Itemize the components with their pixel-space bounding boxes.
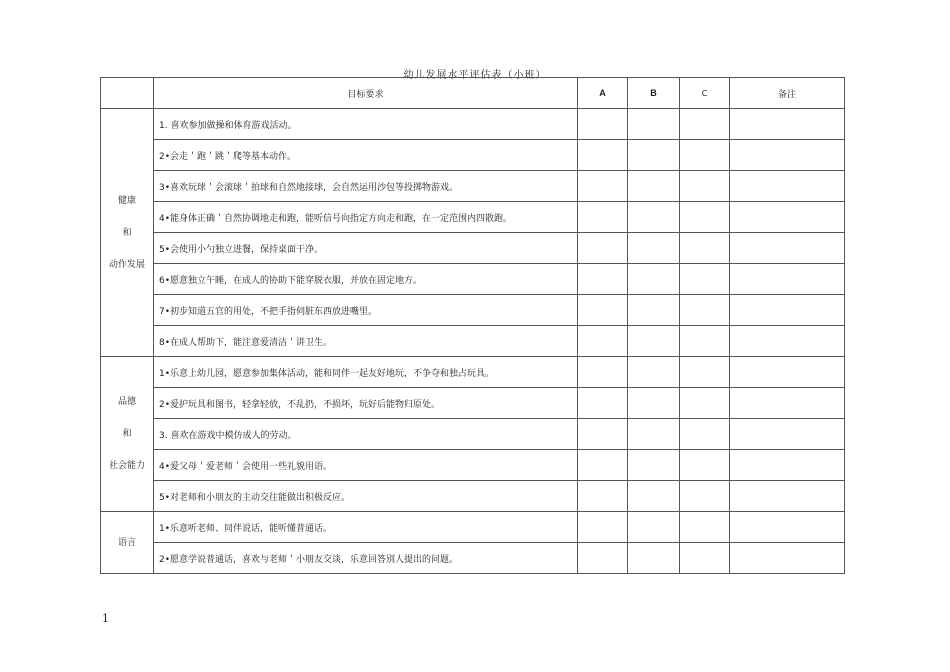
page-number: 1 xyxy=(102,612,109,625)
category-morality xyxy=(101,357,154,512)
score-b-cell[interactable] xyxy=(628,326,680,357)
score-c-cell[interactable] xyxy=(680,481,730,512)
requirement-cell: 5•会使用小勺独立进餐，保持桌面干净。 xyxy=(154,233,578,264)
category-morality-line-3: 社会能力 xyxy=(108,461,145,471)
score-c-cell[interactable] xyxy=(680,419,730,450)
table-row xyxy=(101,326,845,357)
score-c-cell[interactable] xyxy=(680,295,730,326)
header-a: A xyxy=(578,78,628,109)
category-morality-line-1: 品德 xyxy=(117,397,136,407)
score-a-cell[interactable] xyxy=(578,326,628,357)
score-b-cell[interactable] xyxy=(628,481,680,512)
requirement-cell: 8•在成人帮助下，能注意爱清洁＇讲卫生。 xyxy=(154,326,578,357)
table-row xyxy=(101,202,845,233)
table-row xyxy=(101,450,845,481)
document-title: 幼儿发展水平评估表（小班） xyxy=(403,70,547,81)
note-cell[interactable] xyxy=(730,233,845,264)
score-b-cell[interactable] xyxy=(628,357,680,388)
note-cell[interactable] xyxy=(730,264,845,295)
category-health-line-3: 动作发展 xyxy=(108,259,145,270)
score-b-cell[interactable] xyxy=(628,202,680,233)
score-b-cell[interactable] xyxy=(628,388,680,419)
score-c-cell[interactable] xyxy=(680,388,730,419)
header-row xyxy=(101,78,845,109)
score-b-cell[interactable] xyxy=(628,264,680,295)
score-c-cell[interactable] xyxy=(680,140,730,171)
requirement-cell: 2•爱护玩具和图书，轻拿轻放，不乱扔，不损坏，玩好后能物归原处。 xyxy=(154,388,578,419)
note-cell[interactable] xyxy=(730,202,845,233)
score-c-cell[interactable] xyxy=(680,202,730,233)
score-b-cell[interactable] xyxy=(628,171,680,202)
score-c-cell[interactable] xyxy=(680,450,730,481)
table-row xyxy=(101,388,845,419)
category-health xyxy=(101,109,154,357)
table-row xyxy=(101,233,845,264)
score-b-cell[interactable] xyxy=(628,233,680,264)
requirement-cell: 6•愿意独立午睡，在成人的协助下能穿脱衣服，并放在固定地方。 xyxy=(154,264,578,295)
table-row xyxy=(101,357,845,388)
note-cell[interactable] xyxy=(730,357,845,388)
header-note: 备注 xyxy=(730,78,845,109)
score-a-cell[interactable] xyxy=(578,481,628,512)
table-row xyxy=(101,419,845,450)
score-c-cell[interactable] xyxy=(680,233,730,264)
table-row xyxy=(101,543,845,574)
requirement-cell: 5•对老师和小朋友的主动交往能做出积极反应。 xyxy=(154,481,578,512)
requirement-cell: 1•乐意听老师、同伴说话，能听懂普通话。 xyxy=(154,512,578,543)
score-a-cell[interactable] xyxy=(578,264,628,295)
score-a-cell[interactable] xyxy=(578,140,628,171)
score-a-cell[interactable] xyxy=(578,295,628,326)
table-row xyxy=(101,264,845,295)
note-cell[interactable] xyxy=(730,419,845,450)
score-c-cell[interactable] xyxy=(680,171,730,202)
score-a-cell[interactable] xyxy=(578,419,628,450)
score-c-cell[interactable] xyxy=(680,326,730,357)
score-c-cell[interactable] xyxy=(680,543,730,574)
score-c-cell[interactable] xyxy=(680,264,730,295)
note-cell[interactable] xyxy=(730,109,845,140)
score-a-cell[interactable] xyxy=(578,512,628,543)
score-a-cell[interactable] xyxy=(578,543,628,574)
note-cell[interactable] xyxy=(730,512,845,543)
note-cell[interactable] xyxy=(730,450,845,481)
header-b: B xyxy=(628,78,680,109)
note-cell[interactable] xyxy=(730,388,845,419)
table-row xyxy=(101,295,845,326)
table-row xyxy=(101,109,845,140)
note-cell[interactable] xyxy=(730,295,845,326)
header-category xyxy=(101,78,154,109)
score-c-cell[interactable] xyxy=(680,357,730,388)
score-a-cell[interactable] xyxy=(578,388,628,419)
score-c-cell[interactable] xyxy=(680,512,730,543)
category-health-line-2: 和 xyxy=(122,227,132,238)
score-b-cell[interactable] xyxy=(628,512,680,543)
score-b-cell[interactable] xyxy=(628,140,680,171)
category-language xyxy=(101,512,154,574)
assessment-table xyxy=(100,77,845,574)
requirement-cell: 7•初步知道五官的用处，不把手指伺脏东西放进嘴里。 xyxy=(154,295,578,326)
requirement-cell: 3. 喜欢在游戏中模仿成人的劳动。 xyxy=(154,419,578,450)
requirement-cell: 4•能身体正确＇自然协调地走和跑，能听信号向指定方向走和跑，在一定范围内四散跑。 xyxy=(154,202,578,233)
score-a-cell[interactable] xyxy=(578,171,628,202)
score-b-cell[interactable] xyxy=(628,295,680,326)
category-language-line-1: 语言 xyxy=(117,537,136,548)
note-cell[interactable] xyxy=(730,481,845,512)
table-row xyxy=(101,171,845,202)
table-row xyxy=(101,512,845,543)
header-requirement: 目标要求 xyxy=(154,78,578,109)
table-row xyxy=(101,140,845,171)
score-b-cell[interactable] xyxy=(628,109,680,140)
requirement-cell: 3•喜欢玩球＇会滚球＇拍球和自然地接球，会自然运用沙包等投掷物游戏。 xyxy=(154,171,578,202)
score-a-cell[interactable] xyxy=(578,202,628,233)
note-cell[interactable] xyxy=(730,543,845,574)
note-cell[interactable] xyxy=(730,140,845,171)
score-a-cell[interactable] xyxy=(578,109,628,140)
score-a-cell[interactable] xyxy=(578,450,628,481)
score-b-cell[interactable] xyxy=(628,419,680,450)
requirement-cell: 1. 喜欢参加做操和体育游戏活动。 xyxy=(154,109,578,140)
score-b-cell[interactable] xyxy=(628,543,680,574)
requirement-cell: 4•爱父母＇爱老师＇会使用一些礼貌用语。 xyxy=(154,450,578,481)
table-row xyxy=(101,481,845,512)
category-health-line-1: 健康 xyxy=(117,195,136,206)
score-a-cell[interactable] xyxy=(578,357,628,388)
header-c: C xyxy=(680,78,730,109)
score-c-cell[interactable] xyxy=(680,109,730,140)
note-cell[interactable] xyxy=(730,326,845,357)
requirement-cell: 2•会走＇跑＇跳＇爬等基本动作。 xyxy=(154,140,578,171)
score-b-cell[interactable] xyxy=(628,450,680,481)
requirement-cell: 1•乐意上幼儿园，愿意参加集体活动，能和同伴一起友好地玩，不争夺和独占玩具。 xyxy=(154,357,578,388)
category-morality-line-2: 和 xyxy=(122,429,132,439)
score-a-cell[interactable] xyxy=(578,233,628,264)
requirement-cell: 2•愿意学说普通话，喜欢与老师＇小朋友交谈，乐意回答别人提出的问题。 xyxy=(154,543,578,574)
note-cell[interactable] xyxy=(730,171,845,202)
